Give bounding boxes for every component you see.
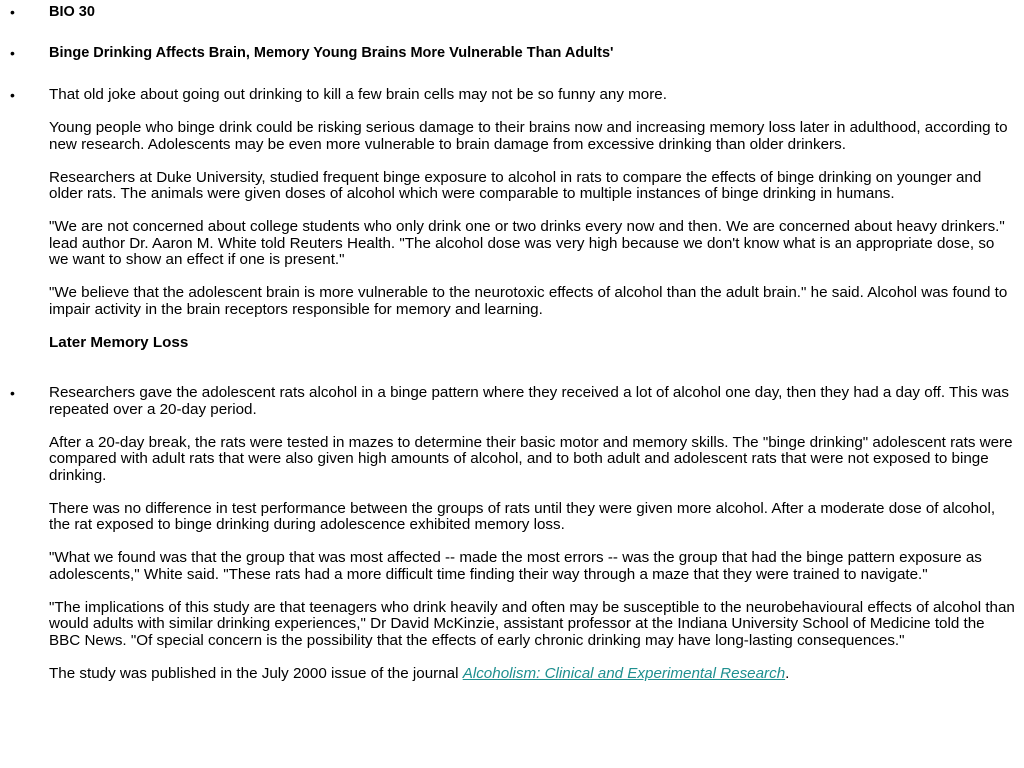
citation-prefix: The study was published in the July 2000 issue of the journal [49,664,463,682]
section-heading: Later Memory Loss [49,333,189,351]
paragraph: There was no difference in test performance between the groups of rats until they were given more alcohol. After a moderate dose of alcohol, the rat exposed to binge drinking during adolescence exhibited memory loss. [49,499,996,533]
bullet-icon: • [10,45,15,61]
paragraph: "We are not concerned about college students who only drink one or two drinks every now and then. We are concerned about heavy drinkers." lead author Dr. Aaron M. White told Reuters Health. "The alcohol dose was very high because we don't know what is an appropriate dose, so we want to show an effect if one is present." [49,218,1005,268]
findings-section [49,385,1015,682]
paragraph: Researchers at Duke University, studied frequent binge exposure to alcohol in rats to compare the effects of binge drinking on younger and older rats. The animals were given doses of alcohol which were comparable to multiple instances of binge drinking in humans. [49,168,982,202]
paragraph: "What we found was that the group that was most affected -- made the most errors -- was the group that had the binge pattern exposure as adolescents," White said. "These rats had a more difficult time finding their way through a maze that they were trained to navigate." [49,549,982,583]
paragraph: "The implications of this study are that teenagers who drink heavily and often may be susceptible to the neurobehavioural effects of alcohol than would adults with similar drinking experiences," Dr David McKinzie, assistant professor at the Indiana University School of Medicine told the BBC News. "Of special concern is the possibility that the effects of early chronic drinking may have long-lasting consequences." [49,598,1015,649]
citation-paragraph [49,666,1015,683]
bullet-icon: • [10,4,15,20]
bullet-icon: • [10,385,15,401]
paragraph: After a 20-day break, the rats were tested in mazes to determine their basic motor and memory skills. The "binge drinking" adolescent rats were compared with adult rats that were also given high amounts of alcohol, and to both adult and adolescent rats that were not exposed to binge drinking. [49,433,1013,484]
course-title: BIO 30 [49,4,95,20]
paragraph: Young people who binge drink could be risking serious damage to their brains now and increasing memory loss later in adulthood, according to new research. Adolescents may be even more vulnerable to brain damage from excessive drinking than older drinkers. [49,119,1008,153]
paragraph: That old joke about going out drinking to kill a few brain cells may not be so funny any more. [49,86,667,103]
bullet-icon: • [10,87,15,103]
paragraph: "We believe that the adolescent brain is more vulnerable to the neurotoxic effects of alcohol than the adult brain." he said. Alcohol was found to impair activity in the brain receptors responsible for memory and learning. [49,284,1008,318]
article-headline: Binge Drinking Affects Brain, Memory Young Brains More Vulnerable Than Adults' [49,45,614,61]
journal-link[interactable]: Alcoholism: Clinical and Experimental Research [462,664,786,682]
paragraph: Researchers gave the adolescent rats alcohol in a binge pattern where they received a lot of alcohol one day, then they had a day off. This was repeated over a 20-day period. [49,384,1009,418]
citation-suffix: . [785,664,790,682]
intro-section [49,87,1015,351]
